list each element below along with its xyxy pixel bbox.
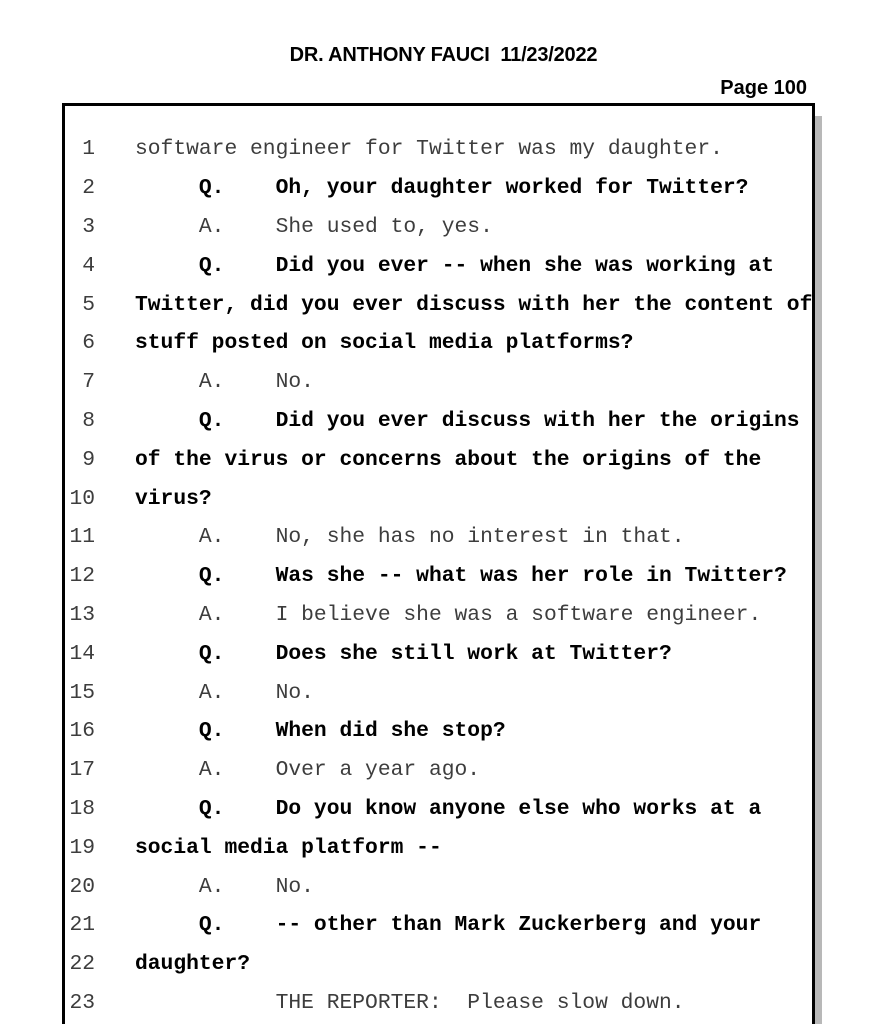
transcript-line: [65, 130, 812, 169]
line-text: A. No.: [135, 680, 314, 705]
line-number: 20: [69, 874, 95, 899]
transcript-line: [65, 945, 812, 984]
transcript-line: [65, 634, 812, 673]
transcript-line: [65, 906, 812, 945]
line-text: of the virus or concerns about the origins of the: [135, 447, 762, 472]
transcript-line: [65, 712, 812, 751]
line-number: 12: [69, 564, 95, 589]
transcript-line: [65, 246, 812, 285]
line-text: A. She used to, yes.: [135, 214, 493, 239]
line-number: 2: [82, 176, 95, 201]
line-number: 16: [69, 719, 95, 744]
line-text: A. No, she has no interest in that.: [135, 525, 685, 550]
line-number: 19: [69, 835, 95, 860]
line-number: 10: [69, 486, 95, 511]
transcript-line: [65, 402, 812, 441]
transcript-line: [65, 324, 812, 363]
line-number: 18: [69, 796, 95, 821]
page-number-label: Page 100: [720, 77, 807, 99]
line-number: 8: [82, 408, 95, 433]
line-text: Q. Do you know anyone else who works at a: [135, 796, 762, 821]
line-number: 23: [69, 990, 95, 1015]
transcript-line: [65, 751, 812, 790]
line-number: 9: [82, 447, 95, 472]
line-text: Q. Did you ever -- when she was working at: [135, 253, 775, 278]
line-number: 11: [69, 525, 95, 550]
line-text: Q. -- other than Mark Zuckerberg and your: [135, 913, 762, 938]
line-number: 17: [69, 758, 95, 783]
transcript-line: [65, 518, 812, 557]
transcript-line: [65, 285, 812, 324]
line-number: 14: [69, 641, 95, 666]
line-number: 1: [82, 137, 95, 162]
line-number: 15: [69, 680, 95, 705]
transcript-line: [65, 790, 812, 829]
line-text: virus?: [135, 486, 212, 511]
line-number: 5: [82, 292, 95, 317]
line-number: 7: [82, 370, 95, 395]
transcript-box: [62, 103, 815, 1024]
line-text: software engineer for Twitter was my daughter.: [135, 137, 723, 162]
line-text: A. Over a year ago.: [135, 758, 481, 783]
line-number: 3: [82, 214, 95, 239]
line-text: Twitter, did you ever discuss with her the content of: [135, 292, 813, 317]
line-text: social media platform --: [135, 835, 442, 860]
line-text: A. No.: [135, 874, 314, 899]
transcript-line: [65, 208, 812, 247]
transcript-line: [65, 479, 812, 518]
line-text: Q. Does she still work at Twitter?: [135, 641, 672, 666]
line-text: Q. Oh, your daughter worked for Twitter?: [135, 176, 749, 201]
transcript-line: [65, 169, 812, 208]
transcript-line: [65, 557, 812, 596]
line-number: 21: [69, 913, 95, 938]
transcript-line: [65, 828, 812, 867]
line-number: 22: [69, 952, 95, 977]
line-text: Q. When did she stop?: [135, 719, 506, 744]
transcript-line: [65, 363, 812, 402]
line-text: daughter?: [135, 952, 251, 977]
line-text: Q. Did you ever discuss with her the origins: [135, 408, 800, 433]
transcript-line: [65, 596, 812, 635]
line-number: 6: [82, 331, 95, 356]
line-text: Q. Was she -- what was her role in Twitter?: [135, 564, 787, 589]
transcript-line: [65, 984, 812, 1023]
transcript-line: [65, 440, 812, 479]
line-text: THE REPORTER: Please slow down.: [135, 990, 685, 1015]
transcript-line: [65, 673, 812, 712]
deposition-title: DR. ANTHONY FAUCI 11/23/2022: [289, 44, 598, 66]
transcript-lines: [65, 106, 812, 1022]
line-number: 4: [82, 253, 95, 278]
line-text: A. No.: [135, 370, 314, 395]
line-text: stuff posted on social media platforms?: [135, 331, 634, 356]
line-number: 13: [69, 602, 95, 627]
line-text: A. I believe she was a software engineer.: [135, 602, 762, 627]
transcript-line: [65, 867, 812, 906]
